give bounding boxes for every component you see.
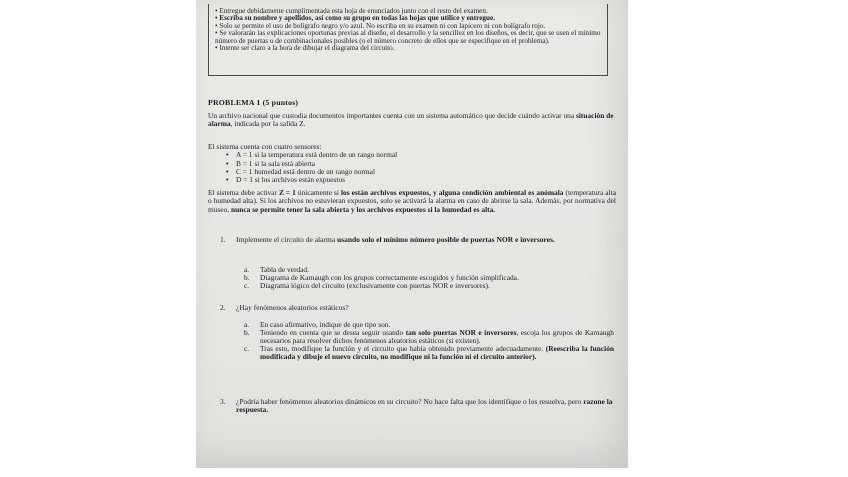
instruction-item: • Se valorarán las explicaciones oportunas previas al diseño, el desarrollo y la sencillez en los diseños, es decir, que se usen el mínimo número de puertas o de combinacionales posibles (o el número concreto de ellos que se especifique en el problema). [215,29,601,45]
instructions-box [208,4,608,76]
sensor-item: • B = 1 si la sala está abierta [236,160,616,168]
question-2-items [244,321,614,361]
instruction-item: • Entregue debidamente cumplimentada esta hoja de enunciados junto con el resto del examen. [215,7,488,15]
instruction-item: • Intente ser claro a la hora de dibujar el diagrama del circuito. [215,44,395,53]
instruction-item: • Escriba su nombre y apellidos, así como su grupo en todas las hojas que utilice y entregue. [215,14,496,23]
question-1: 1. Implemente el circuito de alarma usando solo el mínimo número posible de puertas NOR e inversores. [220,235,555,244]
question-3: 3. ¿Podría haber fenómenos aleatorios dinámicos en su circuito? No hace falta que los identifique o los resuelva, pero razone la respuesta. [220,397,613,415]
sensors-section [208,143,616,184]
problem-intro: Un archivo nacional que custodia documentos importantes cuenta con un sistema automático que decide cuándo activar una situación de alarma, indicada por la salida Z. [208,111,614,129]
list-item: a. Tabla de verdad. [244,265,309,274]
sensors-intro: El sistema cuenta con cuatro sensores: [208,142,322,151]
sensor-item: • A = 1 si la temperatura está dentro de un rango normal [236,151,616,159]
list-item: b. Diagrama de Karnaugh con los grupos correctamente escogidos y función simplificada. [244,273,519,283]
condition-paragraph: El sistema debe activar Z = 1 únicamente si los están archivos expuestos, y alguna condición ambiental es anómala (temperatura alta o humedad alta). Si los archivos no estuvieran expuestos, solo se activará la alarma en caso de abrirse la sala. Además, por normativa del museo, nunca se permite tener la sala abierta y los archivos expuestos si la humedad es alta. [208,188,616,214]
list-item: c. Diagrama lógico del circuito (exclusivamente con puertas NOR e inversores). [244,281,490,291]
list-item: a. En caso afirmativo, indique de que tipo son. [244,320,391,329]
sensor-item: • D = 1 si los archivos están expuestos [236,176,616,184]
question-1-items [244,266,614,290]
exam-sheet [196,0,628,468]
problem-title: PROBLEMA 1 (5 puntos) [208,98,299,107]
sensor-item: • C = 1 humedad está dentro de un rango normal [236,168,616,176]
list-item: c. Tras esto, modifique la función y el circuito que había obtenido previamente adecuadamente. (Reescriba la función modificada y dibuje el nuevo circuito, no modifique ni la función ni el circuito anterior). [244,344,614,362]
question-2: 2. ¿Hay fenómenos aleatorios estáticos? [220,303,349,312]
instruction-item: • Solo se permite el uso de bolígrafo negro y/o azul. No escriba en su examen ni con lapicero ni con bolígrafo rojo. [215,21,546,30]
list-item: b. Teniendo en cuenta que se desea seguir usando tan solo puertas NOR e inversores, escoja los grupos de Karnaugh necesarios para resolver dichos fenómenos aleatorios estáticos (si existen). [244,328,614,346]
